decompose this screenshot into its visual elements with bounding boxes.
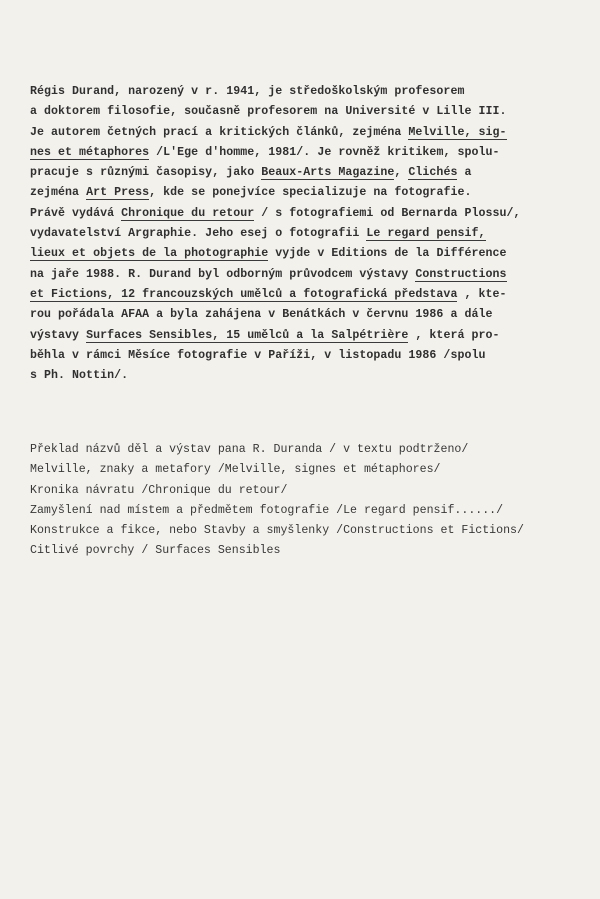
text-segment: vyjde v Editions de la Différence [268, 247, 507, 261]
text-segment: Právě vydává [30, 206, 122, 220]
underlined-title: Le regard pensif, [366, 227, 486, 241]
text-segment: , kte- [457, 287, 507, 301]
text-segment: pracuje s různými časopisy, jako [30, 166, 262, 180]
biography-line [30, 326, 600, 346]
biography-line [30, 346, 600, 366]
biography-line [30, 305, 600, 325]
text-segment: běhla v rámci Měsíce fotografie v Paříži, v listopadu 1986 /spolu [30, 348, 486, 362]
underlined-title: Clichés [408, 166, 458, 180]
biography-line [30, 123, 600, 143]
text-segment: Régis Durand, narozený v r. 1941, je středoškolským profesorem [30, 85, 465, 98]
text-segment: , kde se ponejvíce specializuje na fotografie. [149, 186, 472, 200]
text-segment: /L'Ege d'homme, 1981/. Je rovněž kritikem, spolu- [149, 145, 500, 159]
underlined-title: Melville, sig- [408, 125, 507, 139]
translation-line: Zamyšlení nad místem a předmětem fotografie /Le regard pensif....../ [30, 503, 504, 517]
biography-line [30, 224, 600, 244]
text-segment: , [394, 166, 409, 180]
underlined-title: Chronique du retour [121, 206, 255, 220]
biography-line [30, 244, 600, 264]
underlined-title: Constructions [415, 267, 507, 281]
text-segment: / s fotografiemi od Bernarda Plossu/, [254, 206, 521, 220]
biography-line [30, 183, 600, 203]
text-segment: a doktorem filosofie, současně profesorem na Université v Lille III. [30, 105, 507, 119]
text-segment: s Ph. Nottin/. [30, 369, 129, 383]
title-translations-list [30, 440, 600, 562]
biography-line [30, 366, 600, 386]
biography-line [30, 102, 600, 122]
underlined-title: lieux et objets de la photographie [30, 247, 269, 261]
translation-line: Konstrukce a fikce, nebo Stavby a smyšlenky /Constructions et Fictions/ [30, 524, 524, 538]
text-segment: na jaře 1988. R. Durand byl odborným průvodcem výstavy [30, 267, 416, 281]
underlined-title: Surfaces Sensibles, 15 umělců a la Salpétrière [86, 328, 409, 342]
text-segment: , která pro- [408, 328, 500, 342]
translation-line: Melville, znaky a metafory /Melville, signes et métaphores/ [30, 463, 441, 477]
text-segment: zejména [30, 186, 87, 200]
underlined-title: Art Press [86, 186, 150, 200]
underlined-title: et Fictions, 12 francouzských umělců a fotografická představa [30, 287, 458, 301]
biography-line [30, 82, 600, 102]
biography-line [30, 265, 600, 285]
biography-paragraph [30, 82, 600, 386]
text-segment: Je autorem četných prací a kritických článků, zejména [30, 125, 409, 139]
text-segment: a [457, 166, 472, 180]
text-segment: výstavy [30, 328, 87, 342]
biography-line [30, 285, 600, 305]
underlined-title: nes et métaphores [30, 145, 150, 159]
biography-line [30, 143, 600, 163]
biography-line [30, 163, 600, 183]
underlined-title: Beaux-Arts Magazine [261, 166, 395, 180]
translation-line: Kronika návratu /Chronique du retour/ [30, 483, 288, 497]
text-segment: vydavatelství Argraphie. Jeho esej o fotografii [30, 227, 367, 241]
translation-line: Překlad názvů děl a výstav pana R. Duranda / v textu podtrženo/ [30, 443, 469, 456]
biography-line [30, 204, 600, 224]
translation-line: Citlivé povrchy / Surfaces Sensibles [30, 544, 281, 558]
text-segment: rou pořádala AFAA a byla zahájena v Benátkách v červnu 1986 a dále [30, 308, 493, 322]
